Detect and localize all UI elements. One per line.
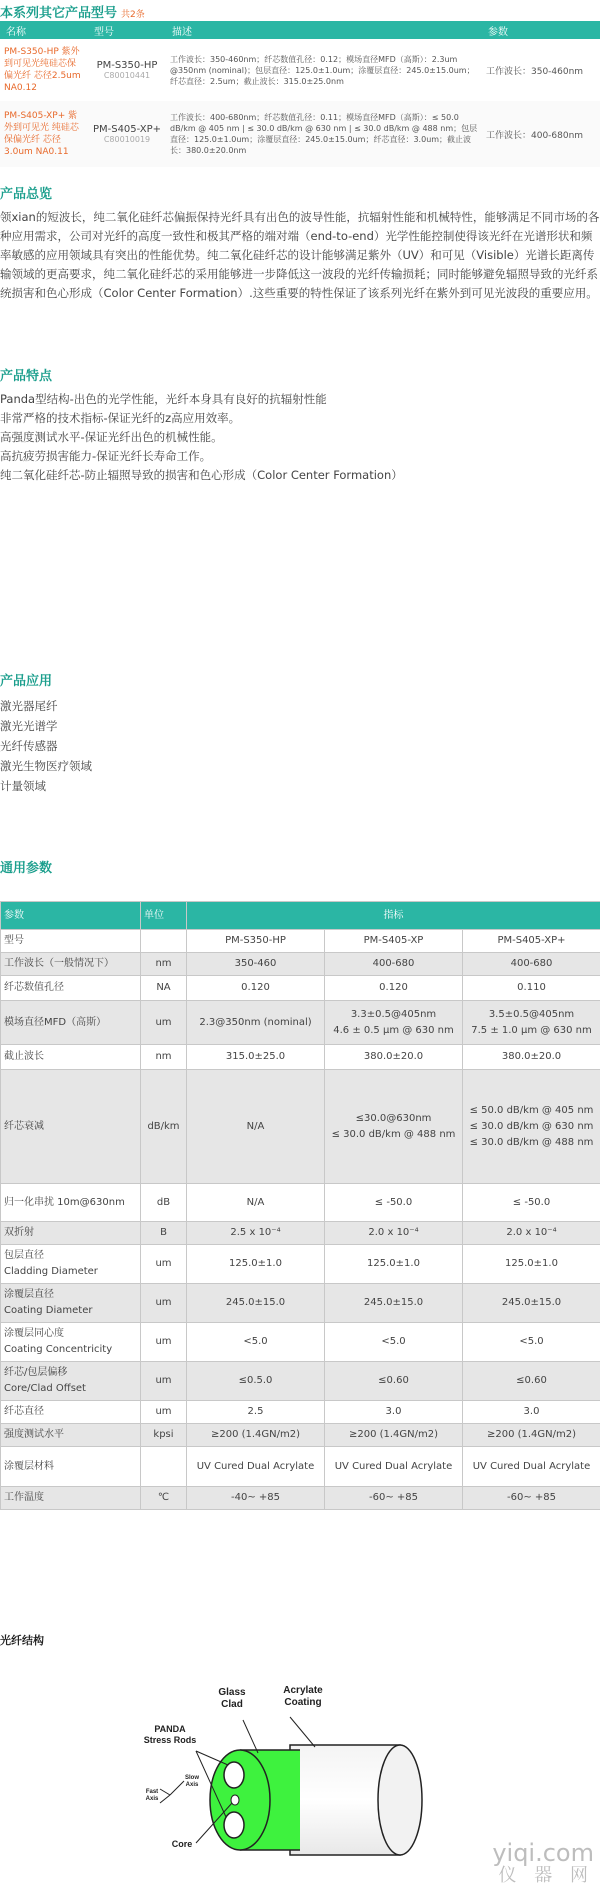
- spec-value: 3.0: [325, 1401, 463, 1424]
- spec-value: 0.120: [325, 976, 463, 1001]
- spec-unit: nm: [141, 953, 187, 976]
- watermark-line2: 仪 器 网: [498, 1865, 594, 1886]
- spec-value: UV Cured Dual Acrylate: [463, 1447, 600, 1487]
- spec-label: 涂覆层同心度 Coating Concentricity: [1, 1323, 141, 1362]
- feature-item: 纯二氧化硅纤芯-防止辐照导致的损害和色心形成（Color Center Formation）: [0, 468, 403, 482]
- spec-value: 2.5: [187, 1401, 325, 1424]
- application-item: 计量领域: [0, 779, 46, 793]
- related-desc: 工作波长：350-460nm；纤芯数值孔径：0.12；模场直径MFD（高斯）：2.3um @350nm (nominal)；包层直径：125.0±1.0um；涂覆层直径：245.0±15.0um；纤芯直径：2.5um；截止波长：315.0±25.0nm: [166, 39, 482, 101]
- spec-label: 涂覆层直径 Coating Diameter: [1, 1284, 141, 1323]
- feature-item: Panda型结构-出色的光学性能，光纤本身具有良好的抗辐射性能: [0, 392, 327, 406]
- spec-row: [1, 1222, 600, 1245]
- spec-value: UV Cured Dual Acrylate: [187, 1447, 325, 1487]
- overview-title: 产品总览: [0, 187, 53, 202]
- stress-rod-lower: [224, 1812, 244, 1838]
- related-row: [0, 39, 600, 101]
- spec-row: [1, 930, 600, 953]
- spec-unit: um: [141, 1001, 187, 1045]
- spec-col-value: 指标: [187, 902, 600, 930]
- spec-label: 纤芯直径: [1, 1401, 141, 1424]
- spec-row: [1, 1487, 600, 1510]
- spec-header-row: [1, 902, 600, 930]
- spec-value: -60~ +85: [325, 1487, 463, 1510]
- spec-value: PM-S405-XP: [325, 930, 463, 953]
- label-glass-clad: Glass Clad: [218, 1687, 246, 1710]
- spec-unit: um: [141, 1284, 187, 1323]
- spec-label: 纤芯衰减: [1, 1070, 141, 1184]
- spec-value: UV Cured Dual Acrylate: [325, 1447, 463, 1487]
- spec-value: 125.0±1.0: [325, 1245, 463, 1284]
- spec-value: ≤0.60: [325, 1362, 463, 1401]
- spec-label: 截止波长: [1, 1045, 141, 1070]
- spec-unit: dB/km: [141, 1070, 187, 1184]
- structure-title: 光纤结构: [0, 1634, 44, 1647]
- spec-value: N/A: [187, 1184, 325, 1222]
- spec-unit: [141, 930, 187, 953]
- spec-value: 125.0±1.0: [463, 1245, 600, 1284]
- spec-value: ≤0.60: [463, 1362, 600, 1401]
- related-name-link[interactable]: PM-S350-HP 紫外到可见光纯硅芯保偏光纤 芯径2.5um NA0.12: [0, 39, 88, 101]
- spec-row: [1, 1362, 600, 1401]
- spec-unit: kpsi: [141, 1424, 187, 1447]
- spec-row: [1, 1184, 600, 1222]
- acrylate-end: [378, 1745, 422, 1855]
- spec-unit: B: [141, 1222, 187, 1245]
- label-slow-axis: Slow Axis: [184, 1775, 200, 1788]
- spec-value: 400-680: [463, 953, 600, 976]
- related-code: C80010019: [103, 135, 151, 144]
- spec-col-param: 参数: [1, 902, 141, 930]
- spec-table: [0, 901, 600, 1510]
- spec-value: <5.0: [325, 1323, 463, 1362]
- related-col-model: 型号: [88, 21, 166, 39]
- spec-value: ≥200 (1.4GN/m2): [325, 1424, 463, 1447]
- spec-value: ≤ 50.0 dB/km @ 405 nm ≤ 30.0 dB/km @ 630 nm ≤ 30.0 dB/km @ 488 nm: [463, 1070, 600, 1184]
- spec-value: 3.0: [463, 1401, 600, 1424]
- spec-unit: um: [141, 1323, 187, 1362]
- related-model: PM-S405-XP+ C80010019: [88, 101, 166, 167]
- spec-value: 315.0±25.0: [187, 1045, 325, 1070]
- spec-value: 2.0 x 10⁻⁴: [325, 1222, 463, 1245]
- spec-unit: [141, 1447, 187, 1487]
- related-title: 本系列其它产品型号 共2条: [0, 6, 145, 21]
- related-code: C80010441: [103, 71, 151, 80]
- spec-value: 380.0±20.0: [325, 1045, 463, 1070]
- spec-label: 涂覆层材料: [1, 1447, 141, 1487]
- overview-text: 领xian的短波长，纯二氧化硅纤芯偏振保持光纤具有出色的波导性能，抗辐射性能和机械特性，能够满足不同市场的各种应用需求，公司对光纤的高度一致性和极其严格的端对端（end-to-end）光学性能控制使得该光纤在光谱形状和频率敏感的应用领域具有突出的性能优势。纯二氧化硅纤芯的设计能够满足紫外（UV）和可见（Visible）光谱长距离传输领域的更高要求，纯二氧化硅纤芯的采用能够进一步降低这一波段的光纤传输损耗；同时能够避免辐照导致的光纤系统损害和色心形成（Color Center Formation）.这些重要的特性保证了该系列光纤在紫外到可见光波段的重要应用。: [0, 210, 600, 300]
- spec-value: ≥200 (1.4GN/m2): [187, 1424, 325, 1447]
- spec-value: 2.5 x 10⁻⁴: [187, 1222, 325, 1245]
- related-desc: 工作波长：400-680nm；纤芯数值孔径：0.11；模场直径MFD（高斯）：≤ 50.0 dB/km @ 405 nm | ≤ 30.0 dB/km @ 630 nm | ≤ 30.0 dB/km @ 488 nm；包层直径：125.0±1.0um；涂覆层直径：245.0±15.0um；纤芯直径：3.0um；截止波长：380.0±20.0nm: [166, 101, 482, 167]
- application-item: 激光生物医疗领域: [0, 759, 92, 773]
- spec-label: 工作温度: [1, 1487, 141, 1510]
- spec-value: 350-460: [187, 953, 325, 976]
- spec-value: 380.0±20.0: [463, 1045, 600, 1070]
- feature-item: 非常严格的技术指标-保证光纤的z高应用效率。: [0, 411, 241, 425]
- spec-value: PM-S405-XP+: [463, 930, 600, 953]
- label-acrylate-coating: Acrylate Coating: [283, 1685, 323, 1708]
- spec-value: ≤ -50.0: [325, 1184, 463, 1222]
- features-title: 产品特点: [0, 369, 53, 384]
- spec-label: 工作波长（一般情况下）: [1, 953, 141, 976]
- spec-value: 245.0±15.0: [325, 1284, 463, 1323]
- spec-row: [1, 1401, 600, 1424]
- features-list: [0, 390, 600, 485]
- spec-label: 纤芯数值孔径: [1, 976, 141, 1001]
- spec-row: [1, 1070, 600, 1184]
- spec-label: 纤芯/包层偏移 Core/Clad Offset: [1, 1362, 141, 1401]
- spec-value: 2.0 x 10⁻⁴: [463, 1222, 600, 1245]
- spec-label: 强度测试水平: [1, 1424, 141, 1447]
- feature-item: 高强度测试水平-保证光纤出色的机械性能。: [0, 430, 223, 444]
- spec-label: 型号: [1, 930, 141, 953]
- fiber-structure-diagram: [140, 1685, 460, 1885]
- label-core: Core: [171, 1839, 193, 1849]
- related-table: [0, 21, 600, 167]
- spec-unit: nm: [141, 1045, 187, 1070]
- spec-row: [1, 1447, 600, 1487]
- stress-rod-upper: [224, 1762, 244, 1788]
- feature-item: 高抗疲劳损害能力-保证光纤长寿命工作。: [0, 449, 212, 463]
- spec-value: 3.5±0.5@405nm 7.5 ± 1.0 μm @ 630 nm: [463, 1001, 600, 1045]
- spec-unit: um: [141, 1245, 187, 1284]
- spec-label: 归一化串扰 10m@630nm: [1, 1184, 141, 1222]
- spec-unit: ℃: [141, 1487, 187, 1510]
- spec-value: <5.0: [187, 1323, 325, 1362]
- related-header-row: [0, 21, 600, 39]
- spec-row: [1, 1045, 600, 1070]
- spec-value: ≤ -50.0: [463, 1184, 600, 1222]
- application-item: 激光器尾纤: [0, 699, 58, 713]
- spec-value: ≤30.0@630nm ≤ 30.0 dB/km @ 488 nm: [325, 1070, 463, 1184]
- spec-value: 125.0±1.0: [187, 1245, 325, 1284]
- label-panda-stress-rods: PANDA Stress Rods: [143, 1724, 197, 1745]
- spec-value: N/A: [187, 1070, 325, 1184]
- related-param: 工作波长：350-460nm: [482, 39, 600, 101]
- spec-value: PM-S350-HP: [187, 930, 325, 953]
- spec-label: 双折射: [1, 1222, 141, 1245]
- related-model: PM-S350-HP C80010441: [88, 39, 166, 101]
- spec-row: [1, 976, 600, 1001]
- spec-label: 模场直径MFD（高斯）: [1, 1001, 141, 1045]
- spec-label: 包层直径 Cladding Diameter: [1, 1245, 141, 1284]
- spec-unit: um: [141, 1401, 187, 1424]
- spec-value: 245.0±15.0: [187, 1284, 325, 1323]
- related-col-desc: 描述: [166, 21, 482, 39]
- applications-list: [0, 696, 600, 796]
- related-row: [0, 101, 600, 167]
- related-col-param: 参数: [482, 21, 600, 39]
- spec-value: ≥200 (1.4GN/m2): [463, 1424, 600, 1447]
- spec-value: 0.110: [463, 976, 600, 1001]
- spec-row: [1, 1245, 600, 1284]
- application-item: 光纤传感器: [0, 739, 58, 753]
- spec-value: -60~ +85: [463, 1487, 600, 1510]
- watermark: [492, 1840, 594, 1886]
- spec-value: 400-680: [325, 953, 463, 976]
- related-param: 工作波长：400-680nm: [482, 101, 600, 167]
- application-item: 激光光谱学: [0, 719, 58, 733]
- spec-unit: dB: [141, 1184, 187, 1222]
- spec-value: 3.3±0.5@405nm 4.6 ± 0.5 μm @ 630 nm: [325, 1001, 463, 1045]
- spec-col-unit: 单位: [141, 902, 187, 930]
- spec-row: [1, 1424, 600, 1447]
- spec-value: 0.120: [187, 976, 325, 1001]
- spec-unit: um: [141, 1362, 187, 1401]
- related-col-name: 名称: [0, 21, 88, 39]
- spec-row: [1, 1001, 600, 1045]
- watermark-line1: yiqi.com: [492, 1839, 594, 1867]
- related-count: 共2条: [121, 10, 145, 20]
- spec-row: [1, 1284, 600, 1323]
- applications-title: 产品应用: [0, 674, 53, 689]
- spec-value: ≤0.5.0: [187, 1362, 325, 1401]
- spec-row: [1, 1323, 600, 1362]
- spec-value: 2.3@350nm (nominal): [187, 1001, 325, 1045]
- label-fast-axis: Fast Axis: [145, 1789, 159, 1802]
- spec-value: -40~ +85: [187, 1487, 325, 1510]
- spec-value: <5.0: [463, 1323, 600, 1362]
- spec-body: [1, 930, 600, 1510]
- specs-title: 通用参数: [0, 861, 53, 876]
- related-name-link[interactable]: PM-S405-XP+ 紫外到可见光 纯硅芯保偏光纤 芯径3.0um NA0.11: [0, 101, 88, 167]
- spec-unit: NA: [141, 976, 187, 1001]
- spec-row: [1, 953, 600, 976]
- spec-value: 245.0±15.0: [463, 1284, 600, 1323]
